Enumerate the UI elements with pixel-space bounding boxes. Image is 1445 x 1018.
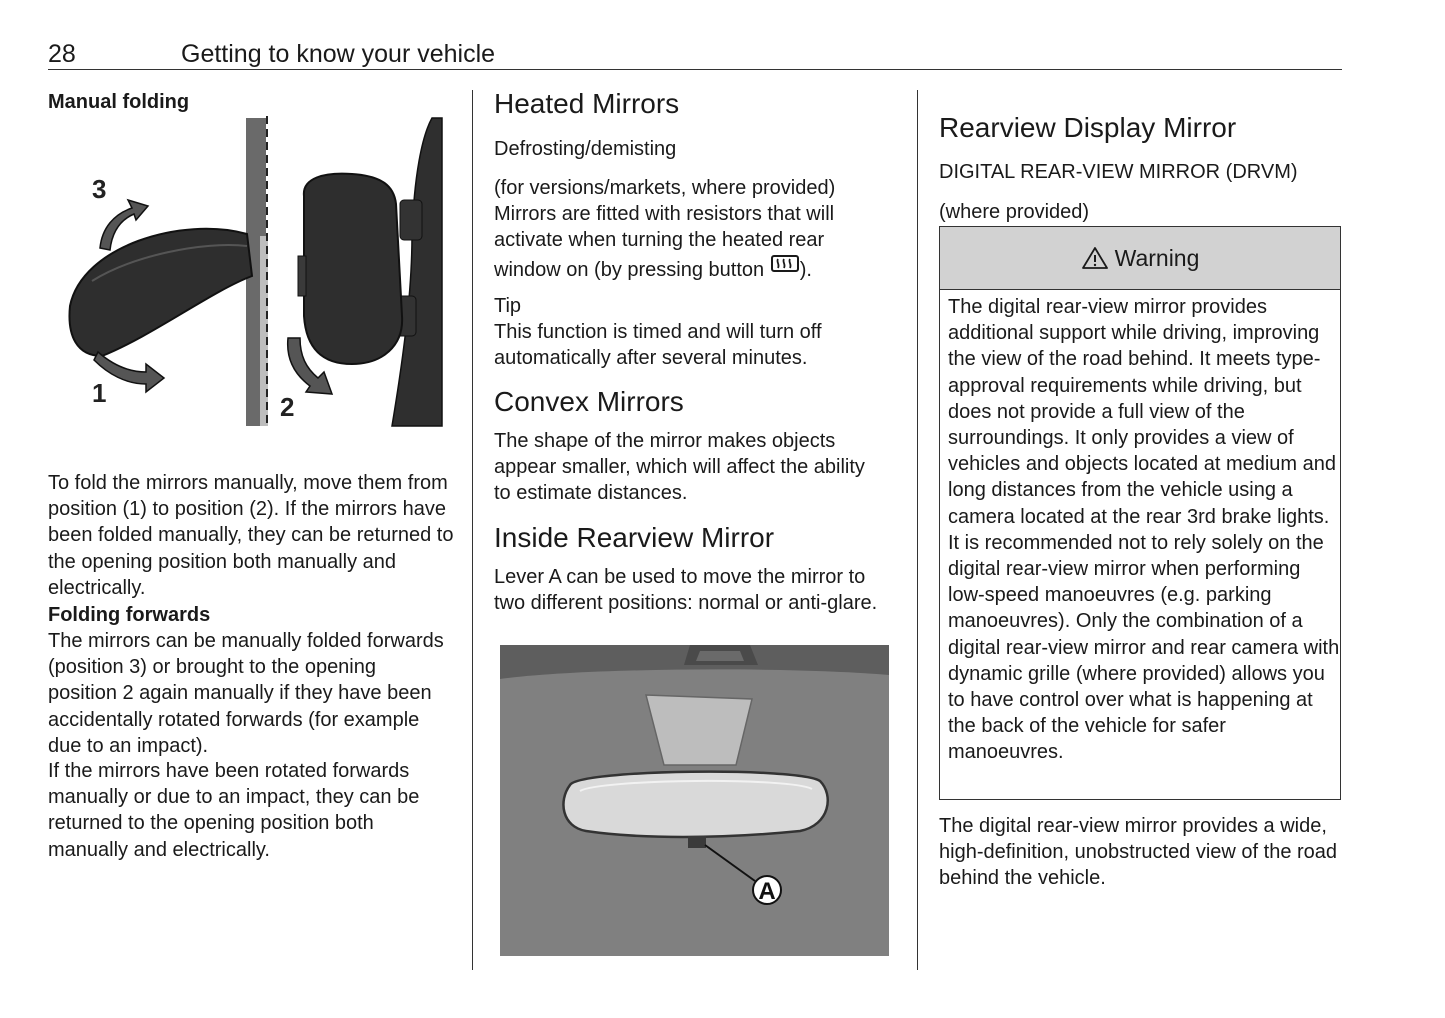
mirror-housing-detail (298, 256, 306, 296)
column-divider (917, 90, 918, 970)
rear-window-defrost-icon (770, 254, 800, 283)
manual-folding-heading: Manual folding (48, 91, 190, 113)
tip-text: This function is timed and will turn off automatically after several minutes. (494, 321, 822, 370)
sensor-window-shape (696, 651, 744, 661)
folding-forwards-heading: Folding forwards (48, 604, 211, 626)
convex-mirrors-title: Convex Mirrors (494, 386, 684, 417)
figure-label-2: 2 (280, 392, 295, 422)
warning-box (939, 226, 1341, 800)
header-rule (48, 69, 1342, 70)
warning-triangle-icon (1081, 246, 1109, 270)
warning-label: Warning (1114, 244, 1200, 271)
drvm-paragraph: The digital rear-view mirror provides a wide, high-definition, unobstructed view of the road behind the vehicle. (939, 815, 1338, 890)
heated-mirrors-text: (for versions/markets, where provided) Mirrors are fitted with resistors that will activate when turning the heated rear window on (by pressing button (494, 177, 836, 281)
mirror-housing-forward-shape (304, 174, 402, 364)
anti-glare-lever-shape (688, 836, 706, 848)
inside-rearview-text: Lever A can be used to move the mirror to two different positions: normal or anti-glare. (494, 566, 878, 615)
manual-folding-paragraph: To fold the mirrors manually, move them from position (1) to position (2). If the mirrors have been folded manually, they can be returned to the opening position both manually and electrically. (48, 472, 454, 599)
drvm-subtitle: DIGITAL REAR-VIEW MIRROR (DRVM) (939, 161, 1298, 183)
page-number: 28 (48, 40, 76, 68)
mirror-mount-stem-shape (646, 695, 752, 765)
column-divider (472, 90, 473, 970)
heated-mirrors-title: Heated Mirrors (494, 88, 680, 119)
figure-label-1: 1 (92, 378, 107, 408)
mirror-folding-figure (62, 116, 444, 428)
page-title: Getting to know your vehicle (181, 40, 496, 68)
inside-rearview-title: Inside Rearview Mirror (494, 522, 775, 553)
defrosting-subtitle: Defrosting/demisting (494, 138, 677, 160)
mirror-housing-folded-shape (69, 229, 252, 356)
folding-forwards-paragraph: The mirrors can be manually folded forwards (position 3) or brought to the opening position 2 again manually if they have been accidentally rotated forwards (for example due to an impact). (48, 630, 444, 757)
rearview-display-title: Rearview Display Mirror (939, 112, 1237, 143)
warning-text: The digital rear-view mirror provides additional support while driving, improving the view of the road behind. It meets type-approval requirements while driving, but does not provide a full view of the surroundings. It only provides a view of vehicles and objects located at medium and long distances from the vehicle using a camera located at the rear 3rd brake lights. It is recommended not to rely solely on the digital rear-view mirror when performing low-speed manoeuvres (e.g. parking manoeuvres). Only the combination of a digital rear-view mirror and rear camera with dynamic grille (where provided) allows you to have control over what is happening at the back of the vehicle for safer manoeuvres. (948, 296, 1340, 764)
warning-header (940, 227, 1340, 290)
availability-note: (where provided) (939, 201, 1090, 223)
lever-label-a: A (758, 878, 776, 905)
figure-label-3: 3 (92, 174, 107, 204)
heated-mirrors-paragraph (494, 175, 884, 283)
heated-mirrors-text-end: ). (799, 258, 812, 281)
tip-label: Tip (494, 295, 522, 317)
convex-mirrors-text: The shape of the mirror makes objects appear smaller, which will affect the ability to estimate distances. (494, 430, 865, 505)
folding-forwards-paragraph-2: If the mirrors have been rotated forwards manually or due to an impact, they can be returned to the opening position both manually and electrically. (48, 760, 420, 861)
mirror-mount-shape (400, 200, 422, 240)
inside-mirror-figure (500, 645, 889, 956)
